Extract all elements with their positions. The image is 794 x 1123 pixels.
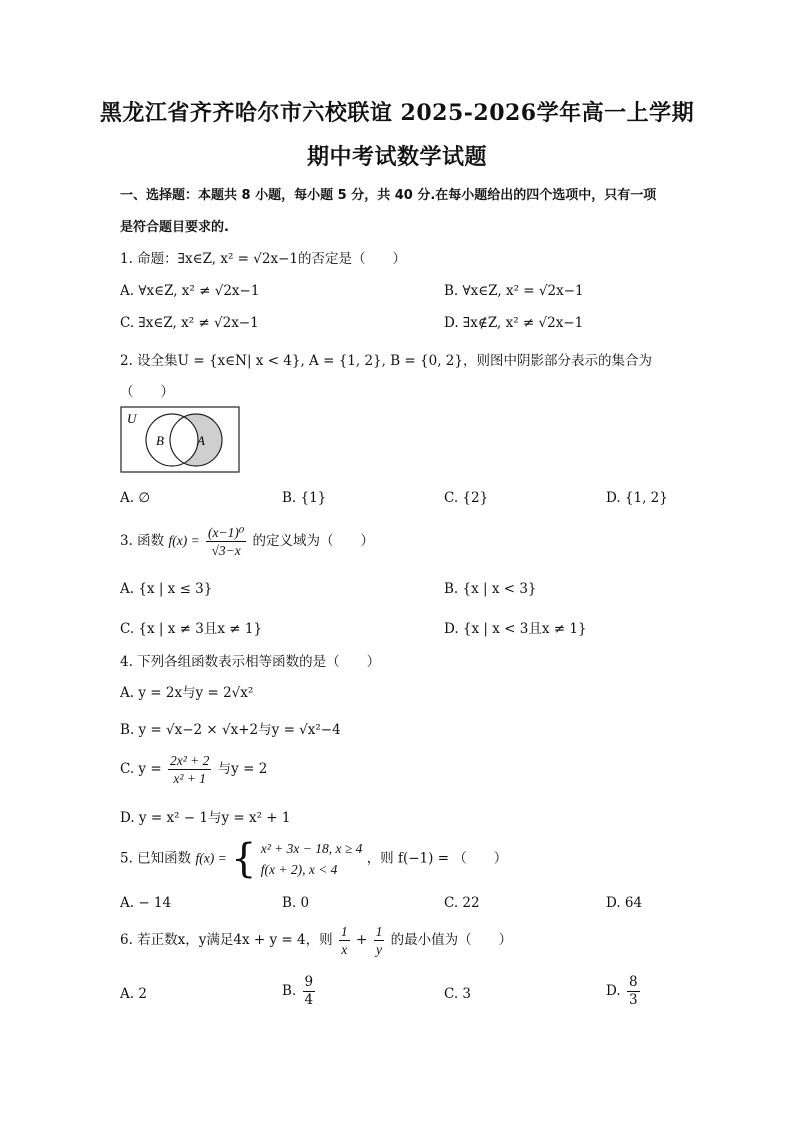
question-2-option-d: D. {1, 2} xyxy=(606,490,668,506)
venn-diagram xyxy=(120,406,242,474)
question-6-fraction-1 xyxy=(339,923,350,958)
question-3-option-b: B. {x | x < 3} xyxy=(444,581,537,597)
question-3-option-c: C. {x | x ≠ 3且x ≠ 1} xyxy=(120,621,263,637)
question-5-option-c: C. 22 xyxy=(444,895,480,911)
question-2-stem: 2. 设全集U = {x∈N| x < 4}, A = {1, 2}, B = {0, 2}，则图中阴影部分表示的集合为 xyxy=(120,353,652,369)
question-5-function: f(x) = xyxy=(195,850,227,866)
question-2-option-a: A. ∅ xyxy=(120,490,151,506)
venn-label-a: A xyxy=(197,433,205,448)
question-4-option-c-prefix: C. y = xyxy=(120,761,162,777)
question-4-option-c xyxy=(120,752,267,787)
question-5-option-b: B. 0 xyxy=(282,895,310,911)
question-4-option-b: B. y = √x−2 × √x+2与y = √x²−4 xyxy=(120,722,341,738)
question-5-piece-2: f(x + 2), x < 4 xyxy=(260,862,338,877)
question-4-option-c-numerator: 2x² + 2 xyxy=(169,753,210,768)
question-6-option-c: C. 3 xyxy=(444,986,472,1002)
question-5-piecewise xyxy=(261,838,363,880)
question-6-fraction-2 xyxy=(374,923,385,958)
question-6-fraction-2-denominator: y xyxy=(375,942,382,957)
question-6-option-d xyxy=(606,974,642,1009)
question-6-fraction-1-denominator: x xyxy=(341,942,348,957)
question-6-option-d-fraction xyxy=(627,974,640,1009)
question-3-function: f(x) = xyxy=(168,533,200,548)
question-3-prefix: 3. 函数 xyxy=(120,533,165,549)
question-6-suffix: 的最小值为（ ） xyxy=(390,932,513,948)
question-4-option-a: A. y = 2x与y = 2√x² xyxy=(120,685,254,701)
question-5-option-d: D. 64 xyxy=(606,895,643,911)
question-1-option-b: B. ∀x∈Z, x² = √2x−1 xyxy=(444,283,584,299)
question-4-stem: 4. 下列各组函数表示相等函数的是（ ） xyxy=(120,654,381,670)
question-3-suffix: 的定义域为（ ） xyxy=(252,533,375,549)
question-6-option-d-label: D. xyxy=(606,983,621,999)
section-heading-line2: 是符合题目要求的. xyxy=(120,220,229,235)
venn-label-u: U xyxy=(127,411,137,426)
question-6-plus: + xyxy=(355,932,368,948)
question-3-fraction xyxy=(206,524,246,559)
question-6-option-a: A. 2 xyxy=(120,986,147,1002)
question-1-option-c: C. ∃x∈Z, x² ≠ √2x−1 xyxy=(120,315,259,331)
section-heading-line1: 一、选择题：本题共 8 小题，每小题 5 分，共 40 分.在每小题给出的四个选项中，只有一项 xyxy=(120,188,657,203)
question-3-stem xyxy=(120,524,374,559)
question-6-stem xyxy=(120,923,512,958)
question-4-option-c-fraction xyxy=(168,752,211,787)
question-5-prefix: 5. 已知函数 xyxy=(120,850,192,867)
question-6-option-d-denominator: 3 xyxy=(628,992,638,1008)
question-4-option-d: D. y = x² − 1与y = x² + 1 xyxy=(120,810,291,826)
question-6-option-d-numerator: 8 xyxy=(628,974,638,990)
question-3-denominator: √3−x xyxy=(211,543,241,558)
question-5-option-a: A. − 14 xyxy=(120,895,172,911)
question-3-numerator: (x−1)⁰ xyxy=(207,525,245,540)
question-6-option-b-denominator: 4 xyxy=(304,992,314,1008)
question-2-option-b: B. {1} xyxy=(282,490,327,506)
question-6-option-b-fraction xyxy=(303,974,316,1009)
question-6-fraction-2-numerator: 1 xyxy=(375,924,383,939)
question-6-fraction-1-numerator: 1 xyxy=(340,924,348,939)
venn-label-b: B xyxy=(156,433,164,448)
exam-title-line1: 黑龙江省齐齐哈尔市六校联谊 2025-2026学年高一上学期 xyxy=(99,100,695,126)
question-1-option-d: D. ∃x∉Z, x² ≠ √2x−1 xyxy=(444,315,584,331)
question-6-option-b-label: B. xyxy=(282,983,297,999)
question-6-option-b-numerator: 9 xyxy=(304,974,314,990)
question-4-option-c-suffix: 与y = 2 xyxy=(217,761,268,777)
question-3-option-d: D. {x | x < 3且x ≠ 1} xyxy=(444,621,587,637)
question-1-option-a: A. ∀x∈Z, x² ≠ √2x−1 xyxy=(120,283,260,299)
question-5-stem xyxy=(120,838,507,880)
question-4-option-c-denominator: x² + 1 xyxy=(173,771,206,786)
question-5-suffix: ，则 f(−1) = （ ） xyxy=(366,850,508,867)
question-3-option-a: A. {x | x ≤ 3} xyxy=(120,581,213,597)
question-2-option-c: C. {2} xyxy=(444,490,489,506)
exam-title-line2: 期中考试数学试题 xyxy=(306,144,487,170)
question-5-piece-1: x² + 3x − 18, x ≥ 4 xyxy=(260,841,363,856)
question-6-option-b xyxy=(282,974,317,1009)
question-5-brace: { xyxy=(230,836,257,882)
question-1-stem: 1. 命题：∃x∈Z, x² = √2x−1的否定是（ ） xyxy=(120,251,406,267)
question-2-paren: （ ） xyxy=(120,384,174,400)
question-6-prefix: 6. 若正数x，y满足4x + y = 4，则 xyxy=(120,932,333,948)
